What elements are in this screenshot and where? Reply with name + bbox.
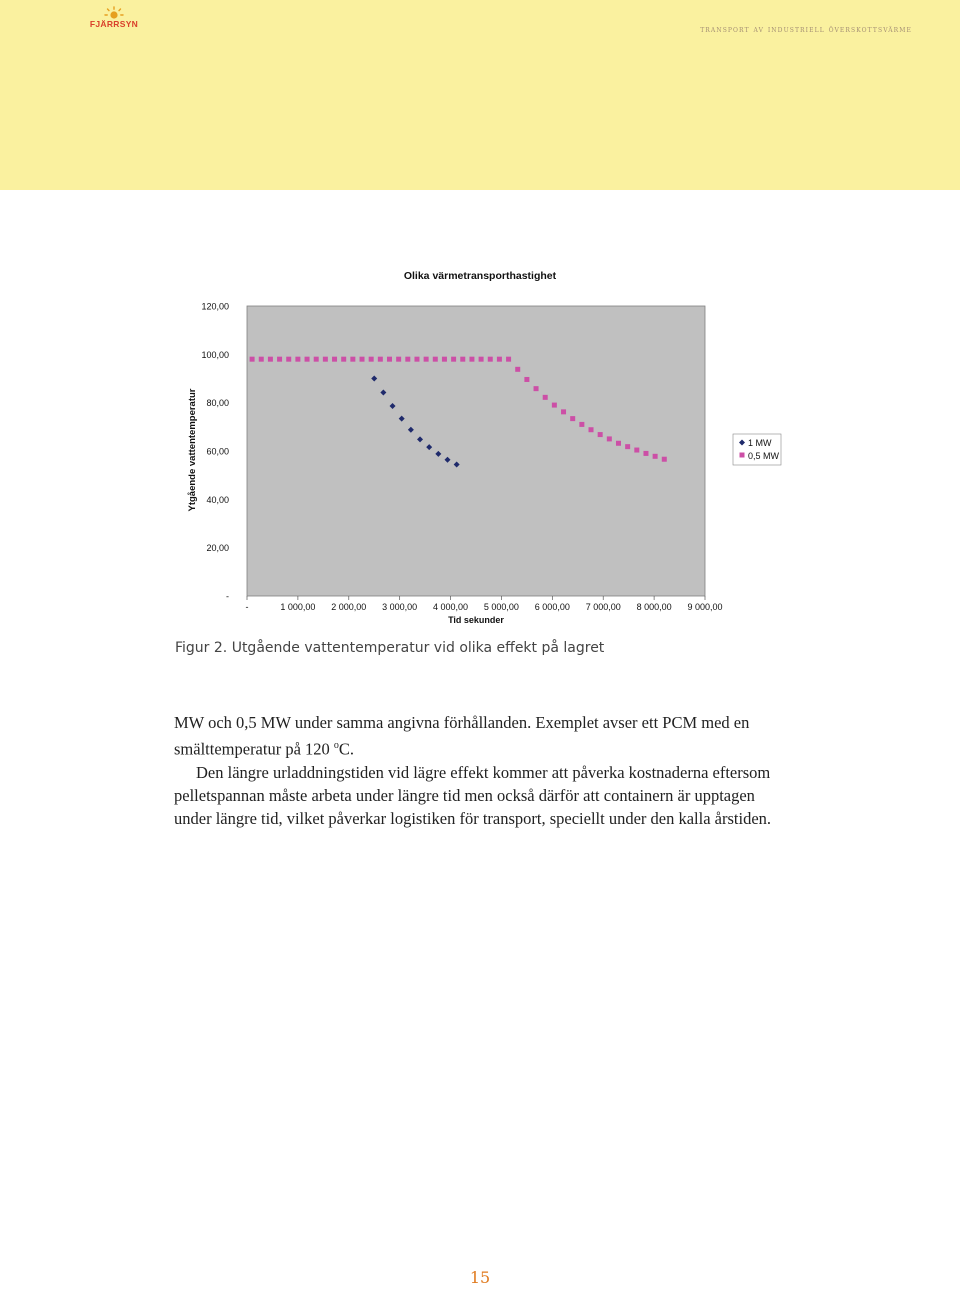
point-05mw: [360, 357, 365, 362]
point-05mw: [433, 357, 438, 362]
brand-logo-text: FJÄRRSYN: [89, 19, 139, 29]
point-05mw: [607, 436, 612, 441]
point-05mw: [314, 357, 319, 362]
paragraph-1-end: C.: [338, 739, 355, 759]
point-05mw: [479, 357, 484, 362]
legend-marker-05mw: [740, 453, 745, 458]
point-05mw: [589, 427, 594, 432]
x-tick-label: 2 000,00: [331, 602, 367, 612]
point-05mw: [414, 357, 419, 362]
point-05mw: [369, 357, 374, 362]
point-05mw: [295, 357, 300, 362]
point-05mw: [259, 357, 264, 362]
temperature-chart: [0, 250, 960, 640]
point-05mw: [579, 422, 584, 427]
point-05mw: [524, 377, 529, 382]
x-tick-label: -: [245, 602, 249, 612]
page-number: 15: [469, 1268, 491, 1287]
y-tick-label: 80,00: [206, 398, 229, 409]
y-axis-label: Ytgående vattentemperatur: [187, 388, 198, 512]
x-tick-label: 1 000,00: [280, 602, 316, 612]
figure-caption: Figur 2. Utgående vattentemperatur vid olika effekt på lagret: [175, 640, 605, 656]
legend-label-1mw: 1 MW: [748, 438, 772, 448]
point-05mw: [460, 357, 465, 362]
point-05mw: [341, 357, 346, 362]
x-tick-label: 9 000,00: [687, 602, 723, 612]
body-text: [174, 711, 794, 831]
point-05mw: [515, 367, 520, 372]
point-05mw: [643, 451, 648, 456]
y-tick-label: 120,00: [201, 301, 229, 312]
paragraph-1: [174, 711, 794, 761]
point-05mw: [286, 357, 291, 362]
point-05mw: [543, 395, 548, 400]
degree-superscript: o: [333, 740, 339, 752]
chart-title: Olika värmetransporthastighet: [403, 270, 557, 282]
point-05mw: [497, 357, 502, 362]
point-05mw: [305, 357, 310, 362]
point-05mw: [488, 357, 493, 362]
point-05mw: [625, 444, 630, 449]
point-05mw: [268, 357, 273, 362]
x-tick-label: 5 000,00: [483, 602, 519, 612]
point-05mw: [506, 357, 511, 362]
point-05mw: [323, 357, 328, 362]
point-05mw: [534, 386, 539, 391]
point-05mw: [451, 357, 456, 362]
x-tick-label: 3 000,00: [382, 602, 418, 612]
x-axis-label: Tid sekunder: [448, 615, 504, 625]
point-05mw: [634, 448, 639, 453]
point-05mw: [396, 357, 401, 362]
x-tick-label: 6 000,00: [534, 602, 570, 612]
point-05mw: [405, 357, 410, 362]
x-tick-label: 4 000,00: [433, 602, 469, 612]
y-tick-label: -: [226, 591, 229, 602]
point-05mw: [277, 357, 282, 362]
y-axis-ticks: [201, 302, 229, 602]
legend-label-05mw: 0,5 MW: [748, 451, 780, 461]
y-tick-label: 40,00: [206, 494, 229, 505]
point-05mw: [442, 357, 447, 362]
point-05mw: [552, 403, 557, 408]
y-tick-label: 20,00: [206, 543, 229, 554]
point-05mw: [250, 357, 255, 362]
x-tick-label: 7 000,00: [585, 602, 621, 612]
paragraph-2: Den längre urladdningstiden vid lägre effekt kommer att påverka kostnaderna eftersom pelletspannan måste arbeta under längre tid men också därför att containern är upptagen under längre tid, vilket påverkar logistiken för transport, speciellt under den kalla årstiden.: [174, 762, 772, 829]
point-05mw: [570, 416, 575, 421]
point-05mw: [350, 357, 355, 362]
point-05mw: [332, 357, 337, 362]
x-axis-ticks: [246, 596, 723, 612]
y-tick-label: 100,00: [201, 349, 229, 360]
point-05mw: [424, 357, 429, 362]
point-05mw: [469, 357, 474, 362]
point-05mw: [598, 432, 603, 437]
paragraph-1-text: MW och 0,5 MW under samma angivna förhållanden. Exemplet avser ett PCM med en smälttemperatur på 120: [174, 713, 750, 759]
point-05mw: [653, 454, 658, 459]
point-05mw: [561, 409, 566, 414]
y-tick-label: 60,00: [206, 446, 229, 457]
page-header-band: [0, 0, 960, 190]
chart-legend: [733, 434, 781, 465]
running-header-title: transport av industriell överskottsvärme: [700, 25, 912, 35]
point-05mw: [662, 457, 667, 462]
point-05mw: [616, 441, 621, 446]
point-05mw: [387, 357, 392, 362]
point-05mw: [378, 357, 383, 362]
x-tick-label: 8 000,00: [636, 602, 672, 612]
